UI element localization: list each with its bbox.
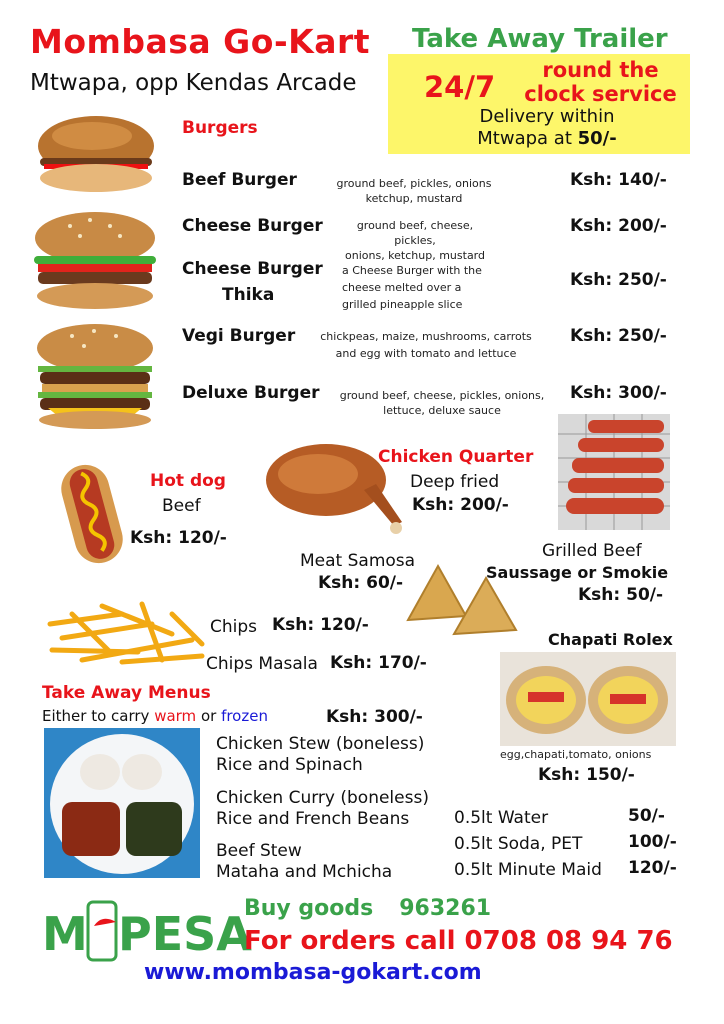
- cheese-burger-thika-price: Ksh: 250/-: [570, 270, 667, 290]
- chips-masala-price: Ksh: 170/-: [330, 653, 427, 673]
- cheese-burger-thika-name-2: Thika: [222, 285, 275, 305]
- cheese-burger-name: Cheese Burger: [182, 216, 323, 236]
- hotdog-image: [46, 458, 138, 570]
- beef-burger-name: Beef Burger: [182, 170, 297, 190]
- deluxe-burger-image: [32, 322, 158, 430]
- cheese-burger-thika-name: Cheese Burger: [182, 259, 323, 279]
- sausage-line-2: Saussage or Smokie: [486, 563, 669, 582]
- vegi-burger-desc-2: and egg with tomato and lettuce: [335, 347, 517, 360]
- hotdog-heading: Hot dog: [150, 471, 226, 491]
- hotdog-type: Beef: [162, 496, 201, 516]
- orders-phone: For orders call 0708 08 94 76: [244, 926, 673, 956]
- deluxe-burger-name: Deluxe Burger: [182, 383, 320, 403]
- takeaway-carry: [42, 707, 268, 725]
- drink-soda-price: 100/-: [628, 832, 677, 852]
- takeaway-or: or: [196, 707, 222, 725]
- cheese-burger-thika-desc-1: a Cheese Burger with the: [342, 264, 482, 277]
- menu-1-line-2: Rice and Spinach: [216, 755, 363, 775]
- mpesa-logo: [42, 896, 252, 966]
- deluxe-burger-desc: [336, 388, 548, 418]
- rolex-price: Ksh: 150/-: [538, 765, 635, 785]
- svg-text:PESA: PESA: [118, 907, 252, 961]
- service-line-1: round the: [542, 58, 659, 82]
- deluxe-burger-price: Ksh: 300/-: [570, 383, 667, 403]
- takeaway-heading: Take Away Menus: [42, 683, 211, 703]
- cheese-burger-price: Ksh: 200/-: [570, 216, 667, 236]
- delivery-line-2-text: Mtwapa at: [477, 128, 578, 149]
- cheese-burger-thika-desc: [342, 262, 482, 313]
- burger-image: [34, 114, 158, 196]
- drink-minute-maid-name: 0.5lt Minute Maid: [454, 860, 602, 880]
- website-link[interactable]: www.mombasa-gokart.com: [144, 960, 482, 985]
- till-number: 963261: [399, 896, 492, 921]
- buy-goods: [244, 896, 491, 921]
- trailer-heading: Take Away Trailer: [412, 24, 668, 54]
- cheese-burger-image: [30, 208, 160, 312]
- hours-badge: 24/7: [424, 70, 496, 104]
- sausage-price: Ksh: 50/-: [578, 585, 664, 605]
- takeaway-plate-image: [44, 728, 200, 878]
- delivery-price: 50/-: [577, 128, 617, 149]
- vegi-burger-desc: [316, 328, 536, 362]
- cheese-burger-desc-1: ground beef, cheese, pickles,: [356, 219, 474, 247]
- drink-minute-maid-price: 120/-: [628, 858, 677, 878]
- menu-3-line-2: Mataha and Mchicha: [216, 862, 393, 882]
- delivery-info: [452, 106, 642, 150]
- drink-water-price: 50/-: [628, 806, 665, 826]
- samosa-name: Meat Samosa: [300, 551, 416, 571]
- page-title: Mombasa Go-Kart: [30, 22, 371, 61]
- cheese-burger-thika-desc-3: grilled pineapple slice: [342, 298, 463, 311]
- beef-burger-desc-2: ketchup, mustard: [365, 192, 463, 205]
- vegi-burger-desc-1: chickpeas, maize, mushrooms, carrots: [320, 330, 532, 343]
- cheese-burger-desc-2: onions, ketchup, mustard: [345, 249, 485, 262]
- chips-image: [42, 594, 210, 672]
- drink-soda-name: 0.5lt Soda, PET: [454, 834, 583, 854]
- hotdog-price: Ksh: 120/-: [130, 528, 227, 548]
- rolex-image: [500, 652, 676, 746]
- service-line-2: clock service: [524, 82, 677, 106]
- takeaway-price: Ksh: 300/-: [326, 707, 423, 727]
- rolex-desc: egg,chapati,tomato, onions: [500, 748, 652, 761]
- sausage-line-1: Grilled Beef: [542, 541, 642, 561]
- vegi-burger-price: Ksh: 250/-: [570, 326, 667, 346]
- takeaway-warm: warm: [154, 707, 197, 725]
- takeaway-carry-prefix: Either to carry: [42, 707, 155, 725]
- drink-water-name: 0.5lt Water: [454, 808, 549, 828]
- menu-3-line-1: Beef Stew: [216, 841, 302, 861]
- deluxe-burger-desc-2: lettuce, deluxe sauce: [383, 404, 501, 417]
- beef-burger-price: Ksh: 140/-: [570, 170, 667, 190]
- burgers-heading: Burgers: [182, 118, 258, 138]
- deluxe-burger-desc-1: ground beef, cheese, pickles, onions,: [339, 389, 545, 402]
- chicken-type: Deep fried: [410, 472, 500, 492]
- rolex-heading: Chapati Rolex: [548, 630, 673, 649]
- location: Mtwapa, opp Kendas Arcade: [30, 70, 357, 96]
- menu-2-line-1: Chicken Curry (boneless): [216, 788, 429, 808]
- beef-burger-desc-1: ground beef, pickles, onions: [336, 177, 492, 190]
- buy-goods-label: Buy goods: [244, 896, 374, 921]
- vegi-burger-name: Vegi Burger: [182, 326, 296, 346]
- chicken-heading: Chicken Quarter: [378, 447, 534, 467]
- chips-price: Ksh: 120/-: [272, 615, 369, 635]
- chicken-price: Ksh: 200/-: [412, 495, 509, 515]
- cheese-burger-desc: [336, 218, 494, 263]
- beef-burger-desc: [330, 176, 498, 206]
- samosa-price: Ksh: 60/-: [318, 573, 404, 593]
- chips-name: Chips: [210, 617, 258, 637]
- menu-2-line-2: Rice and French Beans: [216, 809, 410, 829]
- svg-text:M: M: [42, 907, 88, 961]
- cheese-burger-thika-desc-2: cheese melted over a: [342, 281, 462, 294]
- chips-masala-name: Chips Masala: [206, 654, 318, 674]
- service-text: [518, 58, 683, 106]
- menu-1-line-1: Chicken Stew (boneless): [216, 734, 425, 754]
- delivery-line-2: [452, 128, 642, 150]
- sausage-image: [558, 414, 670, 530]
- takeaway-frozen: frozen: [221, 707, 268, 725]
- delivery-line-1: Delivery within: [479, 106, 615, 127]
